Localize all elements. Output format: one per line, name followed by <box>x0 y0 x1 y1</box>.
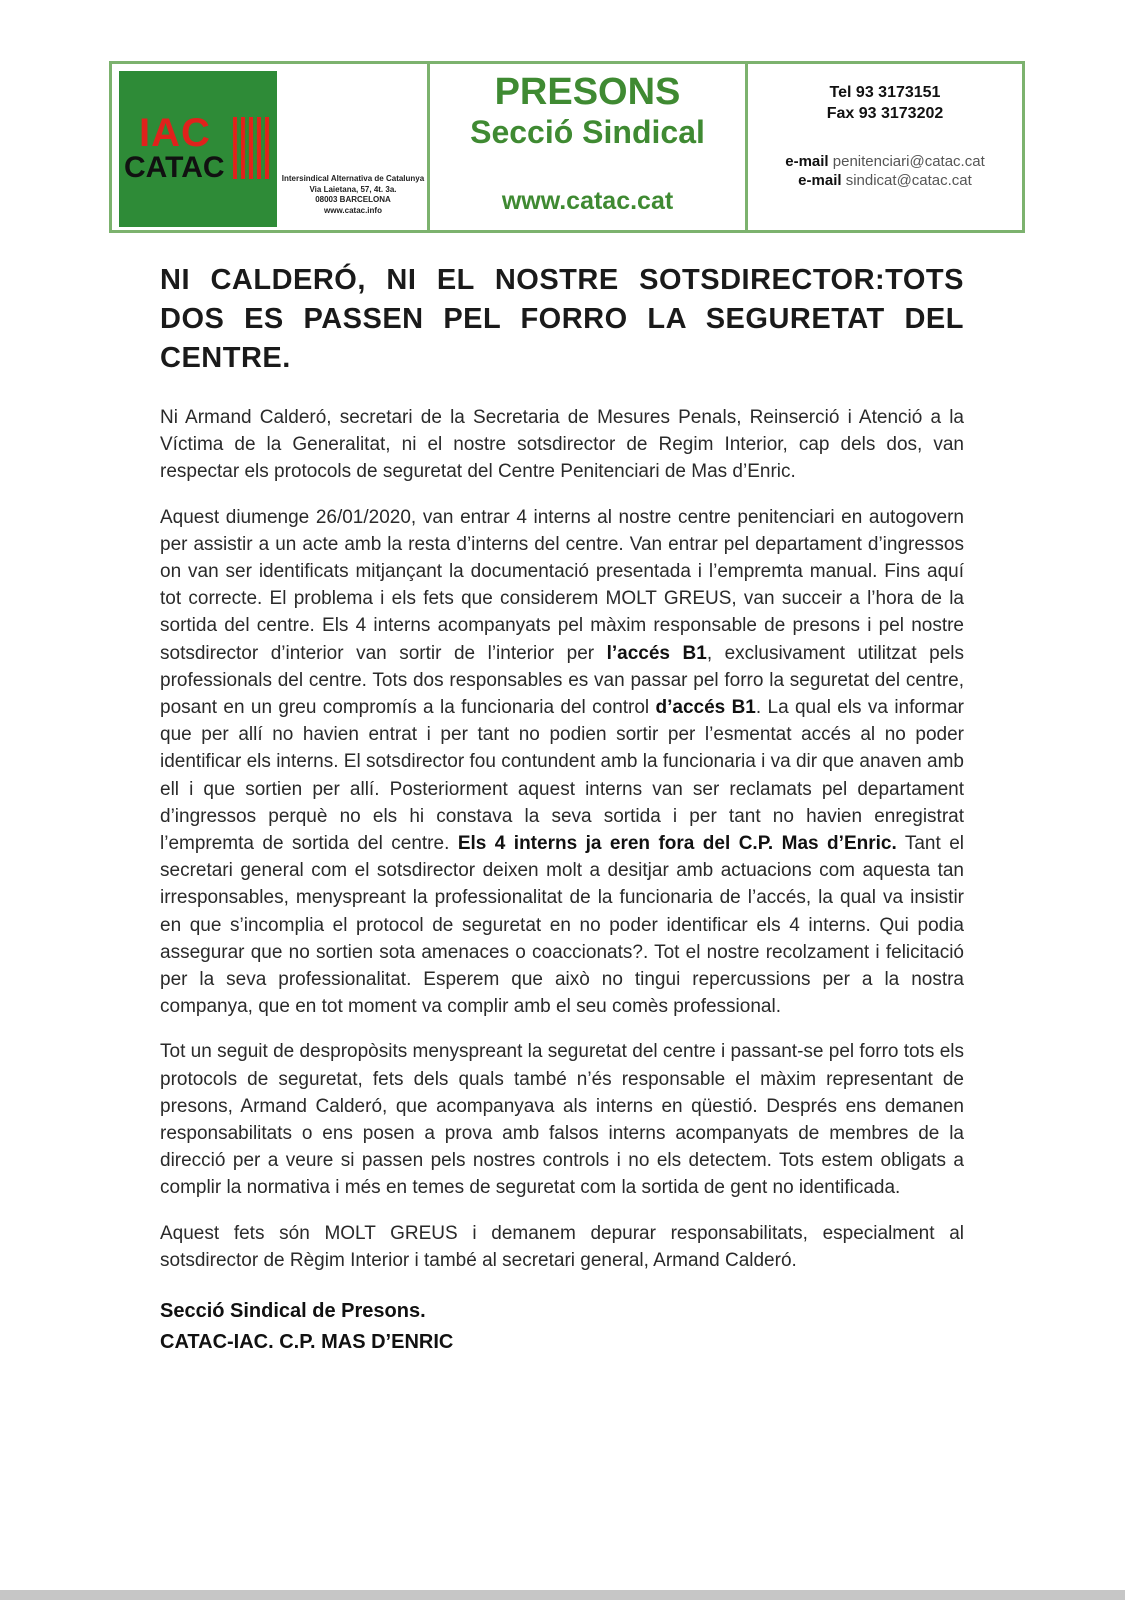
signature-line-2: CATAC-IAC. C.P. MAS D’ENRIC <box>160 1331 454 1354</box>
letterhead <box>109 61 1025 233</box>
org-city: 08003 BARCELONA <box>315 195 391 204</box>
email-line-1 <box>748 152 1022 171</box>
contact-cell <box>748 64 1022 230</box>
org-name: Intersindical Alternativa de Catalunya <box>281 174 425 183</box>
logo-iac-text: IAC <box>139 111 211 155</box>
section-title: PRESONS <box>494 71 681 113</box>
paragraph-2-text-c: . La qual els va informar que per allí no havien entrat i per tant no podien sortir per l’esmentat accés al no poder identificar els interns. El sotsdirector fou contundent amb la funcionaria i va dir que anaven amb ell i que sortien per allí. Posteriorment aquest interns van ser reclamats pel departament d’ingressos perquè no els hi constava la seva sortida i per tant no havien enregistrat l’empremta de sortida del centre. <box>160 697 965 855</box>
headline: NI CALDERÓ, NI EL NOSTRE SOTSDIRECTOR:TOTS DOS ES PASSEN PEL FORRO LA SEGURETAT DEL CENTRE. <box>160 264 964 374</box>
org-address <box>277 174 429 216</box>
article-body <box>160 404 964 1358</box>
section-subtitle: Secció Sindical <box>470 114 705 150</box>
signature <box>160 1296 964 1358</box>
email-label: e-mail <box>785 153 829 170</box>
email-line-2 <box>748 171 1022 190</box>
logo-bars-icon <box>233 117 271 179</box>
email-penitenciari[interactable]: penitenciari@catac.cat <box>832 153 985 170</box>
paragraph-4: Aquest fets són MOLT GREUS i demanem depurar responsabilitats, especialment al sotsdirector de Règim Interior i també al secretari general, Armand Calderó. <box>160 1222 964 1271</box>
org-website: www.catac.info <box>324 205 382 215</box>
paragraph-2 <box>160 504 964 1021</box>
fax-number: Fax 93 3173202 <box>826 105 944 122</box>
paragraph-1: Ni Armand Calderó, secretari de la Secretaria de Mesures Penals, Reinserció i Atenció a la Víctima de la Generalitat, ni el nostre sotsdirector de Regim Interior, cap dels dos, van respectar els protocols de seguretat del Centre Penitenciari de Mas d’Enric. <box>160 407 964 483</box>
emphasis-acces-b1-2: d’accés B1 <box>655 697 756 719</box>
title-cell <box>430 64 748 230</box>
logo-cell <box>112 64 430 230</box>
emphasis-interns-fora: Els 4 interns ja eren fora del C.P. Mas d’Enric. <box>457 833 897 855</box>
org-street: Via Laietana, 57, 4t. 3a. <box>309 184 397 194</box>
email-label: e-mail <box>798 172 842 189</box>
paragraph-2-text-a: Aquest diumenge 26/01/2020, van entrar 4 interns al nostre centre penitenciari en autogovern per assistir a un acte amb la resta d’interns del centre. Van entrar pel departament d’ingressos on van ser identificats mitjançant la documentació presentada i l’empremta manual. Fins aquí tot correcte. El problema i els fets que considerem MOLT GREUS, van succeir a l’hora de la sortida del centre. Els 4 interns acompanyats pel màxim responsable de presons i pel nostre sotsdirector d’interior van sortir de l’interior per <box>160 506 964 664</box>
emphasis-acces-b1: l’accés B1 <box>606 642 707 664</box>
website-link[interactable]: www.catac.cat <box>501 187 674 215</box>
catac-logo <box>119 71 277 227</box>
paragraph-2-text-d: Tant el secretari general com el sotsdirector deixen molt a desitjar amb actuacions com aquesta tan irresponsables, menyspreant la professionalitat de la funcionaria de l’accés, la qual va insistir en que s’incomplia el protocol de seguretat en no poder identificar els 4 interns. Qui podia assegurar que no sortien sota amenaces o coaccionats?. Tot el nostre recolzament i felicitació per la seva professionalitat. Esperem que això no tingui repercussions per a la nostra companya, que en tot moment va complir amb el seu comès professional. <box>160 833 965 1018</box>
paragraph-3: Tot un seguit de despropòsits menyspreant la seguretat del centre i passant-se pel forro tots els protocols de seguretat, fets dels quals també n’és responsable el màxim representant de presons, Armand Calderó, que acompanyava als interns en qüestió. Després ens demanen responsabilitats o ens posen a prova amb falsos interns acompanyats de membres de la direcció per a veure si passen pels nostres controls i no els detectem. Tots estem obligats a complir la normativa i més en temes de seguretat com la sortida de gent no identificada. <box>160 1041 964 1199</box>
phone-number: Tel 93 3173151 <box>829 84 941 101</box>
signature-line-1: Secció Sindical de Presons. <box>160 1300 426 1323</box>
email-sindicat[interactable]: sindicat@catac.cat <box>845 172 972 189</box>
paragraph-2-text-b: , exclusivament utilitzat pels professionals del centre. Tots dos responsables es van passar pel forro la seguretat del centre, posant en un greu compromís a la funcionaria del control <box>160 642 964 719</box>
logo-catac-text: CATAC <box>124 151 225 184</box>
bottom-scroll-bar <box>0 1590 1125 1600</box>
